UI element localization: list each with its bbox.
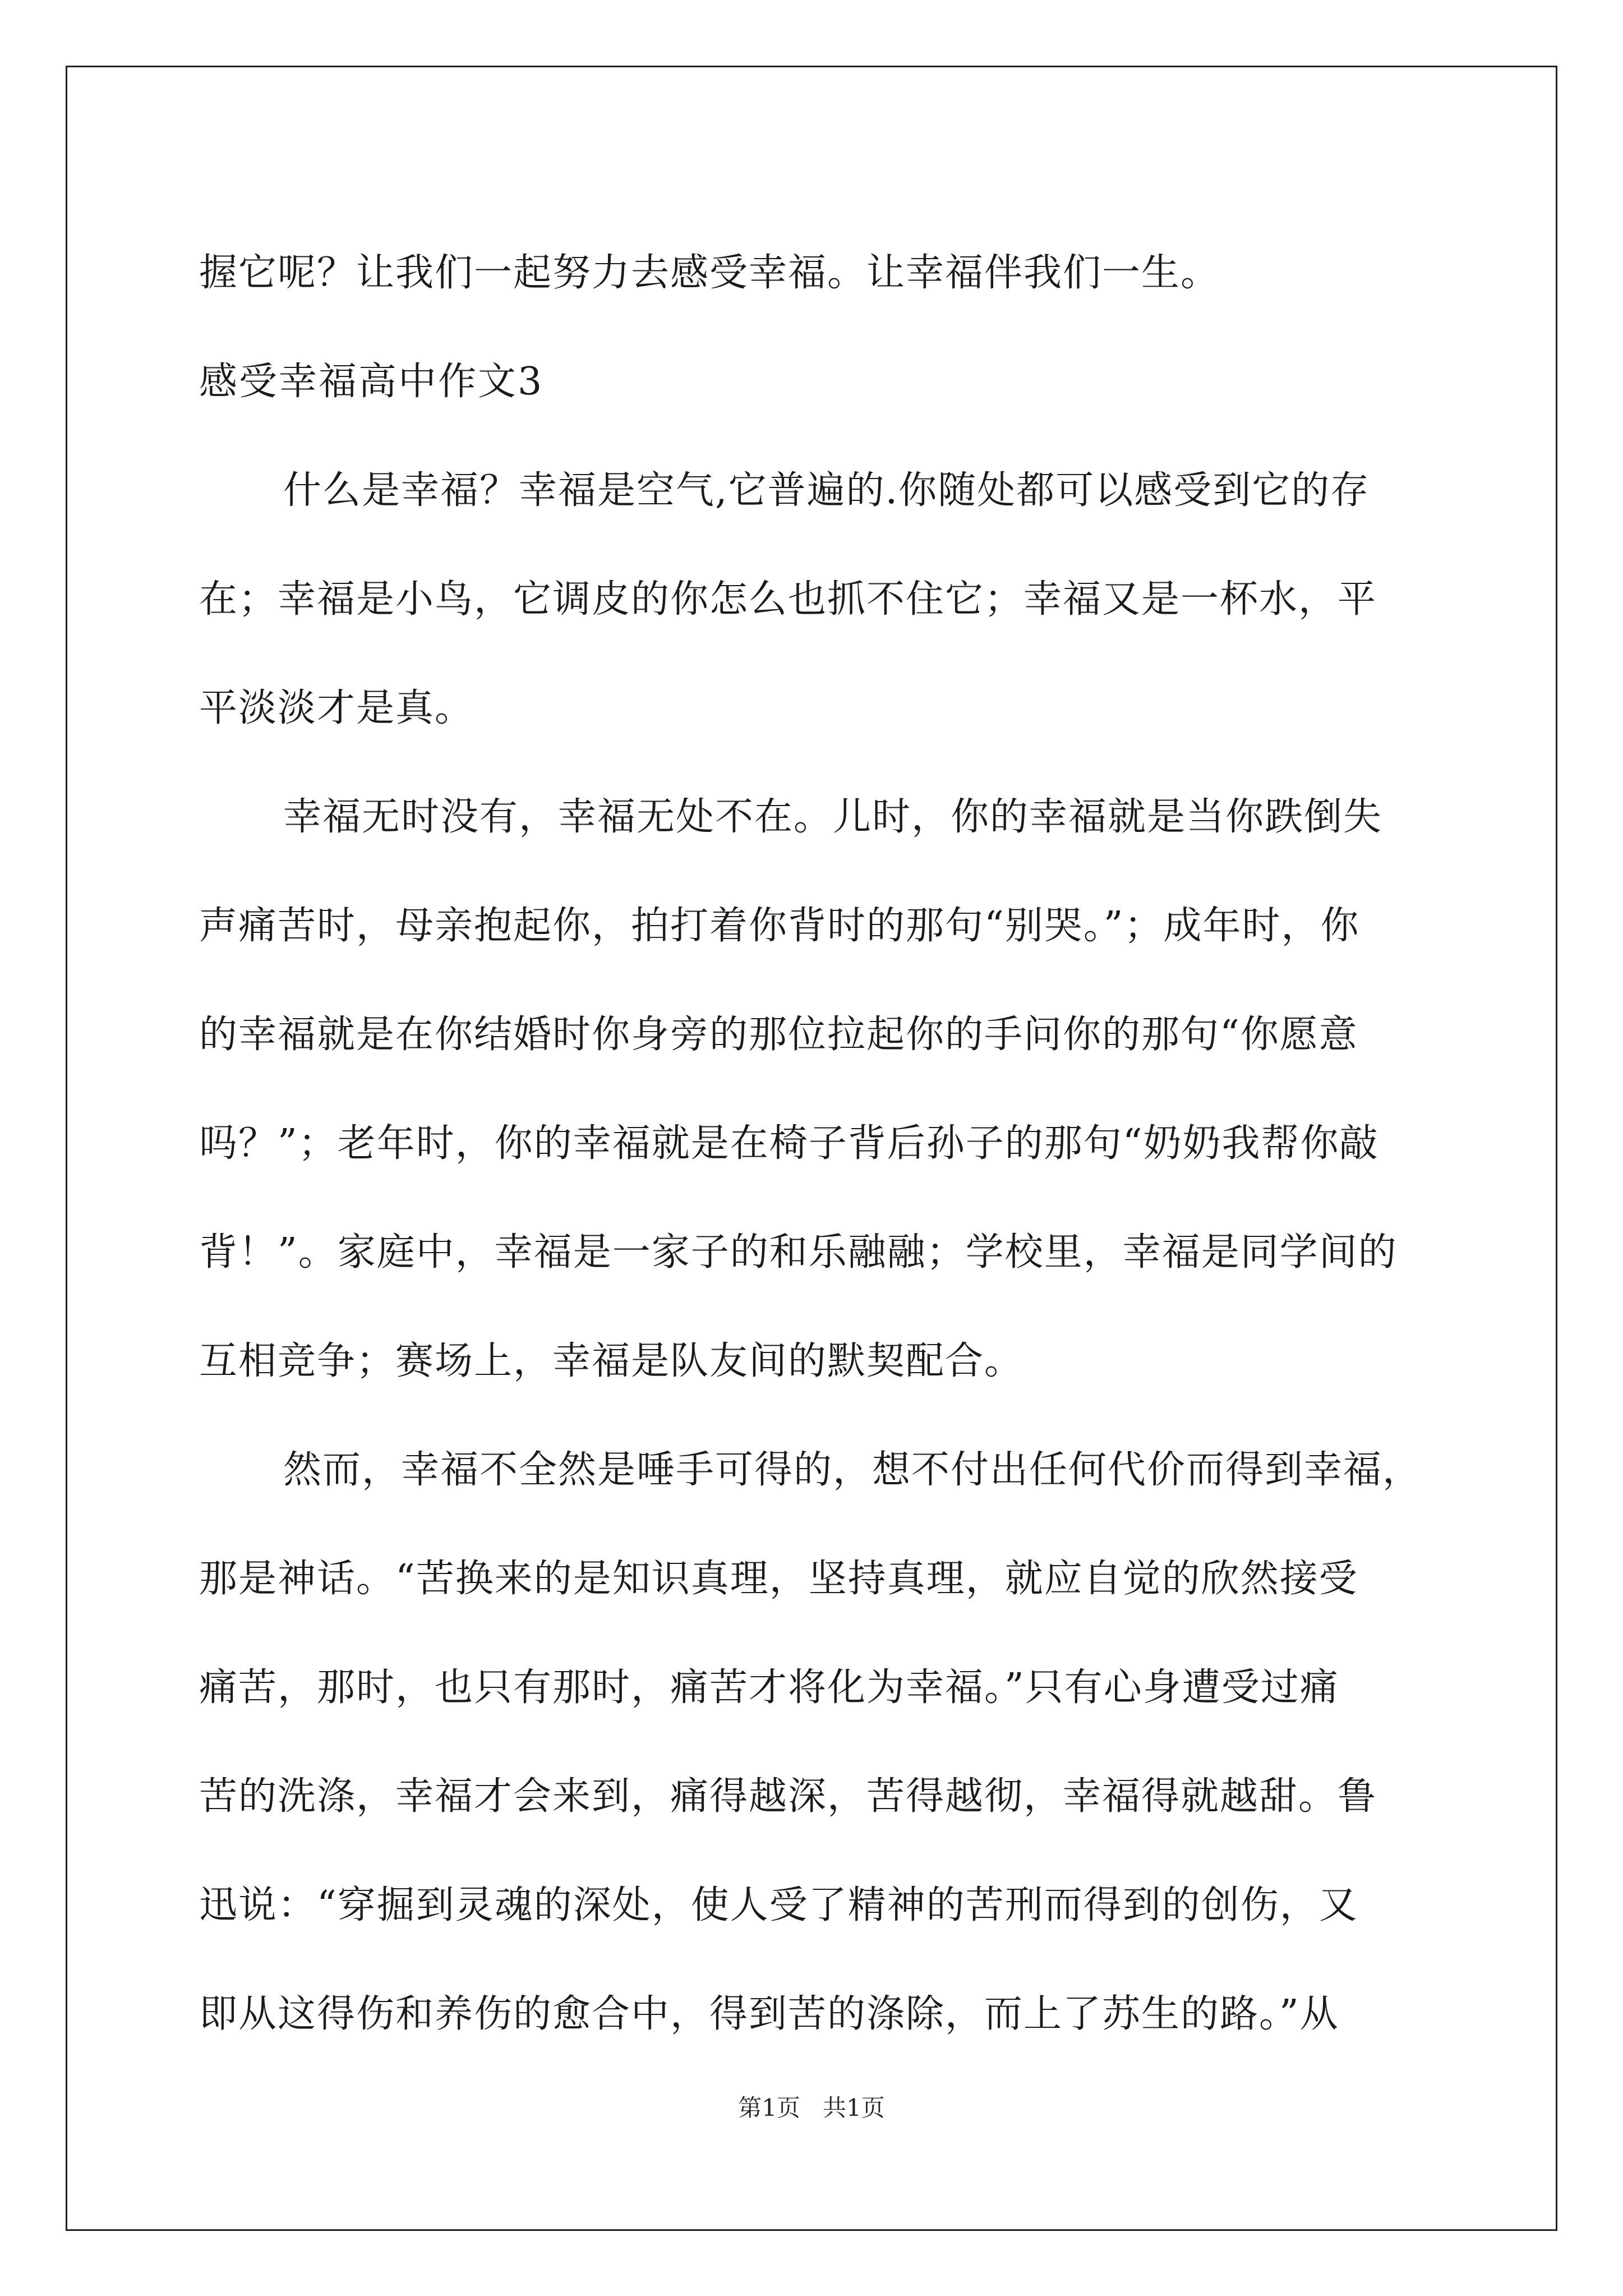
paragraph-line: 的幸福就是在你结婚时你身旁的那位拉起你的手问你的那句“你愿意 [199, 1013, 1358, 1057]
section-title: 感受幸福高中作文3 [199, 360, 544, 404]
paragraph-line: 即从这得伤和养伤的愈合中，得到苦的涤除，而上了苏生的路。”从 [199, 1992, 1339, 2036]
paragraph-line: 吗？”；老年时，你的幸福就是在椅子背后孙子的那句“奶奶我帮你敲 [199, 1121, 1379, 1166]
paragraph-line: 痛苦，那时，也只有那时，痛苦才将化为幸福。”只有心身遭受过痛 [199, 1665, 1339, 1710]
paragraph-line: 迅说：“穿掘到灵魂的深处，使人受了精神的苦刑而得到的创伤，又 [199, 1883, 1358, 1927]
paragraph-line: 那是神话。“苦换来的是知识真理，坚持真理，就应自觉的欣然接受 [199, 1557, 1358, 1601]
paragraph-line: 在；幸福是小鸟，它调皮的你怎么也抓不住它；幸福又是一杯水，平 [199, 577, 1377, 622]
paragraph-line: 然而，幸福不全然是唾手可得的，想不付出任何代价而得到幸福， [283, 1448, 1422, 1492]
paragraph-line: 互相竞争；赛场上，幸福是队友间的默契配合。 [199, 1339, 1024, 1383]
paragraph-line: 什么是幸福？幸福是空气,它普遍的.你随处都可以感受到它的存 [283, 468, 1370, 513]
document-body [199, 219, 1427, 2069]
paragraph-line: 声痛苦时，母亲抱起你，拍打着你背时的那句“别哭。”；成年时，你 [199, 904, 1360, 948]
paragraph-line: 苦的洗涤，幸福才会来到，痛得越深，苦得越彻，幸福得就越甜。鲁 [199, 1774, 1377, 1819]
text-line: 握它呢？让我们一起努力去感受幸福。让幸福伴我们一生。 [199, 251, 1220, 295]
paragraph-line: 幸福无时没有，幸福无处不在。儿时，你的幸福就是当你跌倒失 [283, 795, 1383, 839]
paragraph-line: 平淡淡才是真。 [199, 686, 474, 730]
paragraph-line: 背！”。家庭中，幸福是一家子的和乐融融；学校里，幸福是同学间的 [199, 1230, 1398, 1274]
page-number: 第1页 共1页 [738, 2094, 885, 2122]
